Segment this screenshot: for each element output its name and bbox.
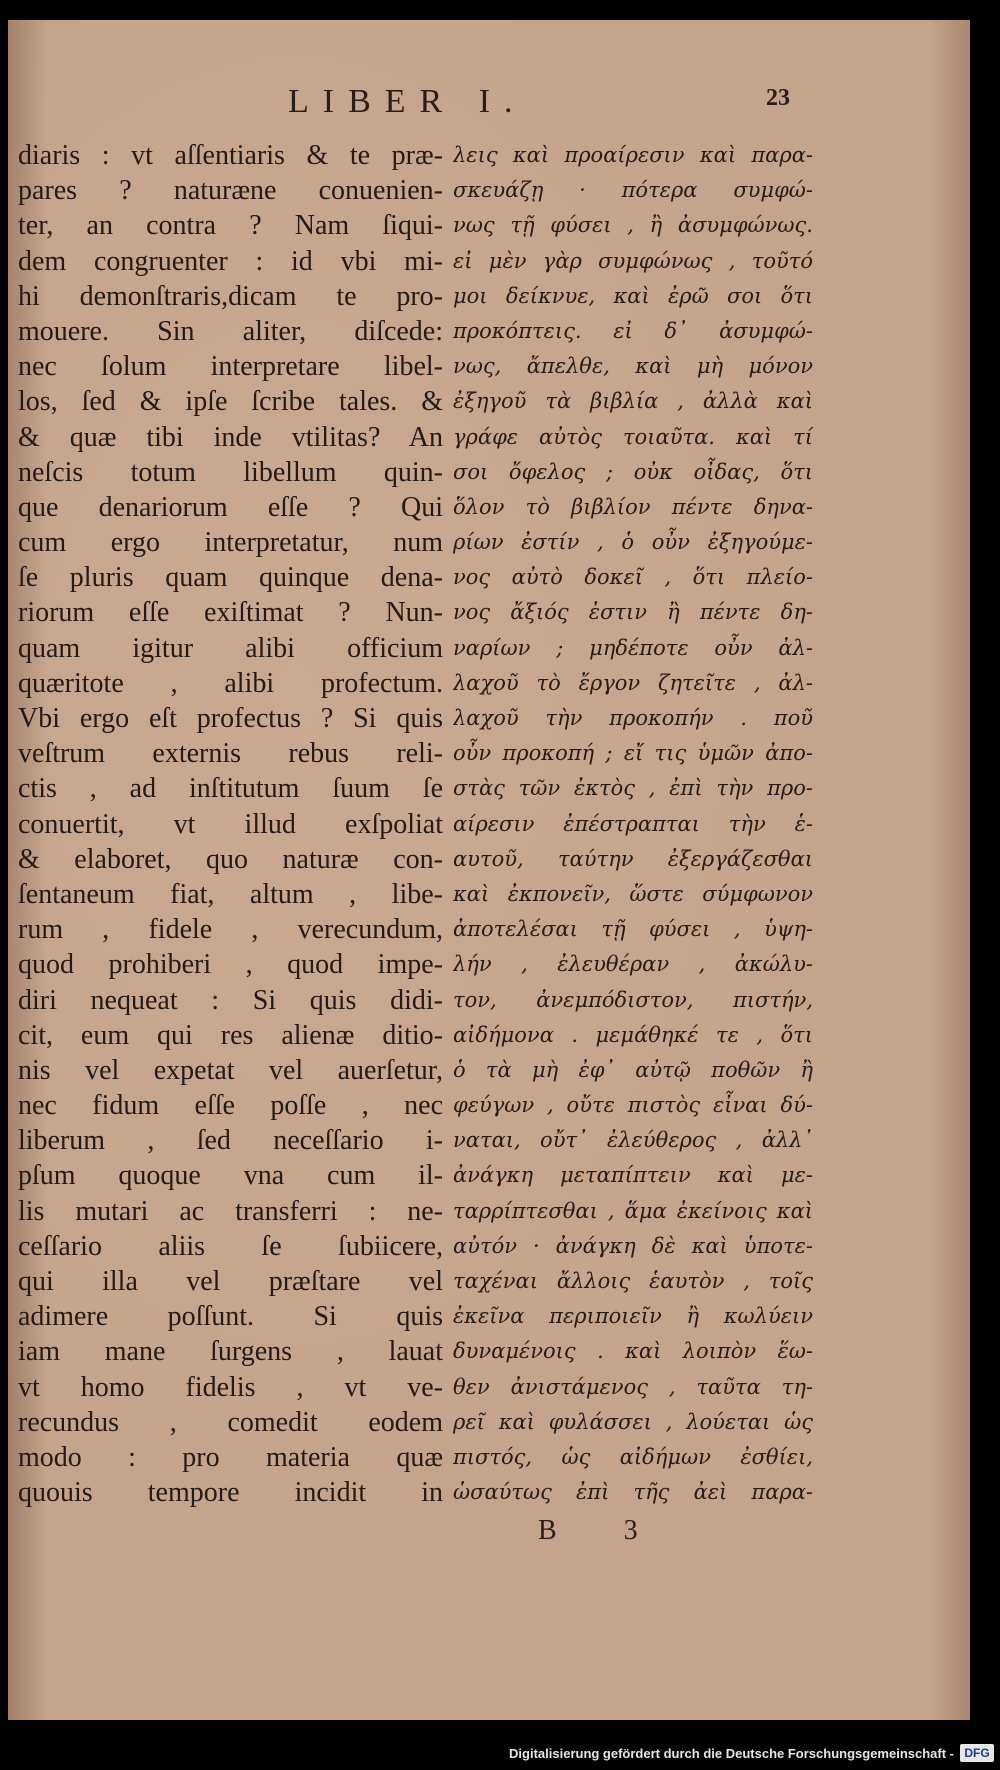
latin-line: conuertit, vt illud exſpoliat	[18, 808, 443, 840]
greek-line: οὖν προκοπή ; εἴ τις ὑμῶν ἀπο-	[453, 741, 813, 766]
greek-line: ἀποτελέσαι τῇ φύσει , ὑψη-	[453, 917, 813, 942]
footer-bar	[0, 1740, 1000, 1770]
latin-line: & elaboret, quo naturæ con-	[18, 843, 443, 875]
latin-line: riorum eſſe exiſtimat ? Nun-	[18, 597, 443, 629]
latin-line: rum , fidele , verecundum,	[18, 914, 443, 946]
latin-line: quæritote , alibi profectum.	[18, 667, 443, 699]
latin-line: ctis , ad inſtitutum ſuum ſe	[18, 773, 443, 805]
latin-line: & quæ tibi inde vtilitas? An	[18, 421, 443, 453]
latin-line: vt homo fidelis , vt ve-	[18, 1371, 443, 1403]
latin-line: Vbi ergo eſt profectus ? Si quis	[18, 703, 443, 734]
latin-line: dem congruenter : id vbi mi-	[18, 245, 443, 277]
greek-line: αἰδήμονα . μεμάθηκέ τε , ὅτι	[453, 1022, 813, 1047]
latin-line: modo : pro materia quæ	[18, 1441, 443, 1473]
latin-line: pſum quoque vna cum il-	[18, 1160, 443, 1192]
greek-line: προκόπτεις. εἰ δ᾽ ἀσυμφώ-	[453, 318, 813, 343]
greek-line: δυναμένοις . καὶ λοιπὸν ἕω-	[453, 1339, 813, 1364]
greek-line: σκευάζῃ · πότερα συμφώ-	[453, 178, 813, 203]
page-number: 23	[766, 85, 790, 111]
greek-line: καὶ ἐκπονεῖν, ὥστε σύμφωνον	[453, 881, 813, 906]
greek-line: ὁ τὰ μὴ ἐφ᾽ αὐτῷ ποθῶν ἢ	[453, 1057, 813, 1082]
latin-line: iam mane ſurgens , lauat	[18, 1336, 443, 1368]
latin-column	[18, 138, 443, 1510]
greek-line: ρεῖ καὶ φυλάσσει , λούεται ὡς	[453, 1409, 813, 1434]
greek-line: ρίων ἐστίν , ὁ οὖν ἐξηγούμε-	[453, 530, 813, 555]
latin-line: nis vel expetat vel auerſetur,	[18, 1054, 443, 1086]
latin-line: ſentaneum fiat, altum , libe-	[18, 878, 443, 910]
latin-line: adimere poſſunt. Si quis	[18, 1301, 443, 1333]
greek-line: θεν ἀνιστάμενος , ταῦτα τη-	[453, 1374, 813, 1399]
greek-line: νως τῇ φύσει , ἢ ἀσυμφώνως.	[453, 213, 813, 238]
latin-line: los, ſed & ipſe ſcribe tales. &	[18, 386, 443, 418]
latin-line: mouere. Sin aliter, diſcede:	[18, 315, 443, 347]
latin-line: cum ergo interpretatur, num	[18, 527, 443, 559]
greek-line: αυτοῦ, ταύτην ἐξεργάζεσθαι	[453, 846, 813, 871]
dfg-logo: DFG	[960, 1744, 994, 1762]
latin-line: ceſſario aliis ſe ſubiicere,	[18, 1230, 443, 1262]
greek-line: λήν , ἐλευθέραν , ἀκώλυ-	[453, 952, 813, 977]
greek-line: εἰ μὲν γὰρ συμφώνως , τοῦτό	[453, 248, 813, 273]
latin-line: nec ſolum interpretare libel-	[18, 351, 443, 383]
greek-line: ταρρίπτεσθαι , ἅμα ἐκείνοις καὶ	[453, 1198, 813, 1223]
greek-line: ἐκεῖνα περιποιεῖν ἢ κωλύειν	[453, 1304, 813, 1329]
greek-line: ἀνάγκη μεταπίπτειν καὶ με-	[453, 1163, 813, 1188]
greek-line: σοι ὄφελος ; οὐκ οἶδας, ὅτι	[453, 459, 813, 484]
footer-credit: Digitalisierung gefördert durch die Deutsche Forschungsgemeinschaft -	[509, 1746, 954, 1761]
latin-line: liberum , ſed neceſſario i-	[18, 1125, 443, 1157]
greek-line: αίρεσιν ἐπέστραπται τὴν ἑ-	[453, 811, 813, 836]
greek-line: πιστός, ὡς αἰδήμων ἐσθίει,	[453, 1444, 813, 1469]
latin-line: neſcis totum libellum quin-	[18, 456, 443, 488]
latin-line: diri nequeat : Si quis didi-	[18, 984, 443, 1016]
signature-mark: B 3	[538, 1515, 668, 1546]
latin-line: nec fidum eſſe poſſe , nec	[18, 1090, 443, 1122]
latin-line: quam igitur alibi officium	[18, 632, 443, 664]
greek-line: ναρίων ; μηδέποτε οὖν ἀλ-	[453, 635, 813, 660]
greek-line: λαχοῦ τὸ ἔργον ζητεῖτε , ἀλ-	[453, 670, 813, 695]
greek-line: ταχέναι ἄλλοις ἑαυτὸν , τοῖς	[453, 1269, 813, 1293]
latin-line: cit, eum qui res alienæ ditio-	[18, 1019, 443, 1051]
greek-line: γράφε αὐτὸς τοιαῦτα. καὶ τί	[453, 424, 813, 449]
greek-line: στὰς τῶν ἐκτὸς , ἐπὶ τὴν προ-	[453, 776, 813, 801]
page-header	[8, 75, 970, 135]
latin-line: hi demonſtraris,dicam te pro-	[18, 280, 443, 312]
greek-line: φεύγων , οὔτε πιστὸς εἶναι δύ-	[453, 1093, 813, 1118]
greek-line: ἐξηγοῦ τὰ βιβλία , ἀλλὰ καὶ	[453, 389, 813, 414]
greek-line: ὅλον τὸ βιβλίον πέντε δηνα-	[453, 494, 813, 519]
latin-line: recundus , comedit eodem	[18, 1406, 443, 1438]
latin-line: qui illa vel præſtare vel	[18, 1266, 443, 1297]
latin-line: que denariorum eſſe ? Qui	[18, 491, 443, 523]
greek-line: νος αὐτὸ δοκεῖ , ὅτι πλείο-	[453, 565, 813, 590]
latin-line: veſtrum externis rebus reli-	[18, 738, 443, 770]
latin-line: pares ? naturæne conuenien-	[18, 175, 443, 207]
latin-line: ter, an contra ? Nam ſiqui-	[18, 210, 443, 242]
greek-line: λαχοῦ τὴν προκοπήν . ποῦ	[453, 706, 813, 730]
latin-line: ſe pluris quam quinque dena-	[18, 562, 443, 594]
latin-line: quod prohiberi , quod impe-	[18, 949, 443, 981]
greek-line: ναται, οὔτ᾽ ἐλεύθερος , ἀλλ᾽	[453, 1128, 813, 1153]
latin-line: lis mutari ac transferri : ne-	[18, 1195, 443, 1227]
greek-line: νος ἄξιός ἐστιν ἢ πέντε δη-	[453, 600, 813, 625]
latin-line: diaris : vt aſſentiaris & te præ-	[18, 140, 443, 171]
greek-line: λεις καὶ προαίρεσιν καὶ παρα-	[453, 143, 813, 167]
greek-line: μοι δείκνυε, καὶ ἐρῶ σοι ὅτι	[453, 283, 813, 308]
latin-line: quouis tempore incidit in	[18, 1477, 443, 1509]
greek-line: τον, ἀνεμπόδιστον, πιστήν,	[453, 987, 813, 1012]
greek-line: νως, ἄπελθε, καὶ μὴ μόνον	[453, 354, 813, 379]
greek-line: ὡσαύτως ἐπὶ τῆς ἀεὶ παρα-	[453, 1480, 813, 1505]
page-edge	[975, 0, 1000, 1770]
running-title: LIBER I.	[288, 83, 527, 120]
book-page	[8, 20, 970, 1720]
greek-column	[453, 138, 813, 1510]
greek-line: αὐτόν · ἀνάγκη δὲ καὶ ὑποτε-	[453, 1233, 813, 1258]
